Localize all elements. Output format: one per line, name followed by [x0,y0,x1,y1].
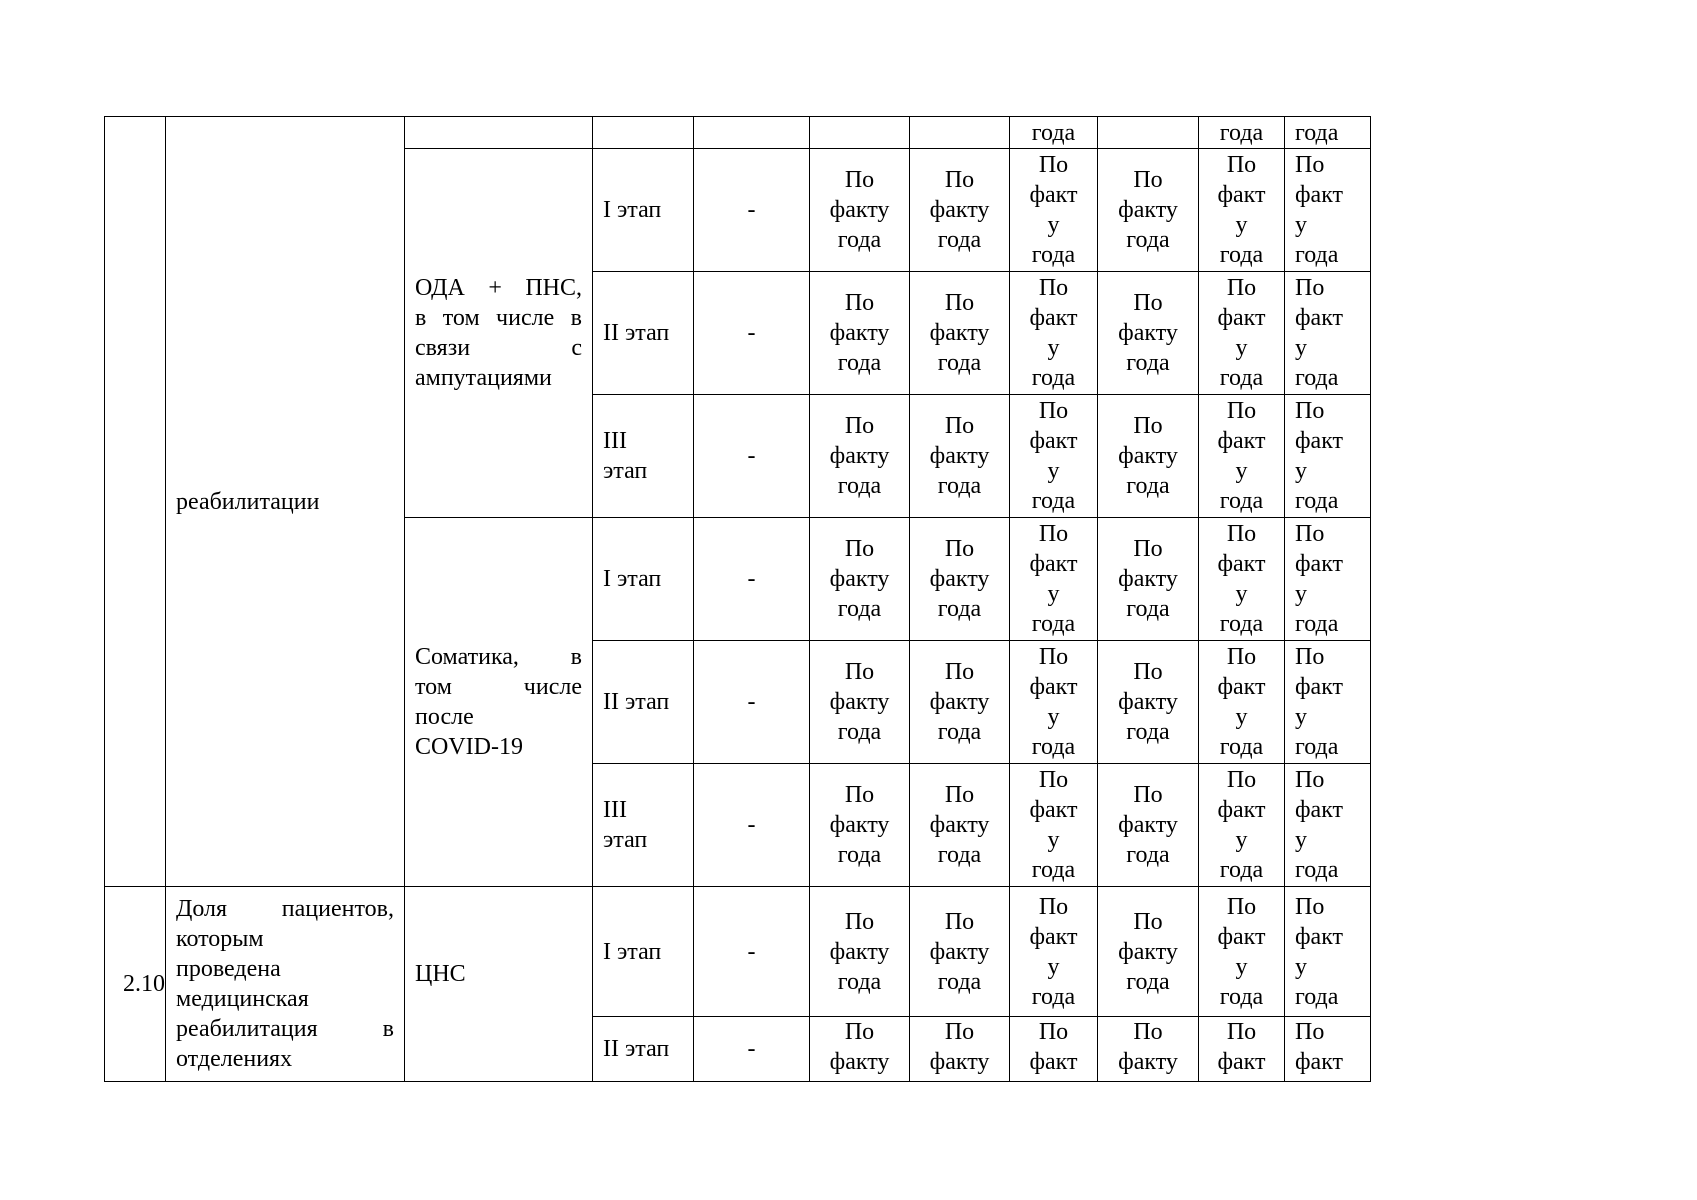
value-cell: По факту года [1098,518,1199,641]
value-cell: года [1199,117,1285,149]
value-cell: По факту года [910,764,1010,887]
value-cell: По факту года [1098,641,1199,764]
stage-cell: III этап [593,764,694,887]
empty-cell [694,117,810,149]
stage-cell: I этап [593,149,694,272]
value-cell: По факту [1098,1017,1199,1082]
stage-cell: III этап [593,395,694,518]
indicator-table [104,116,1371,1082]
indicator-name-cell [166,117,405,887]
value-cell: По факту года [1098,272,1199,395]
value-cell: По факт у года [1199,272,1285,395]
value-cell: По факт у года [1199,764,1285,887]
indicator-name-cell: Доля пациентов, которым проведена медицинская реабилитация в отделениях [166,887,405,1082]
value-cell: По факт у года [1285,764,1371,887]
row-number-cell-empty [105,117,166,887]
value-cell: По факту года [810,272,910,395]
value-cell: По факт у года [1010,641,1098,764]
group-name-cell: Соматика, в том числе после COVID-19 [405,518,593,887]
value-cell: года [1285,117,1371,149]
value-cell: По факту года [910,641,1010,764]
value-cell: По факту года [810,764,910,887]
value-cell: По факт у года [1285,149,1371,272]
value-cell: По факт у года [1010,149,1098,272]
stage-cell: I этап [593,518,694,641]
dash-cell: - [694,1017,810,1082]
value-cell: По факту года [910,149,1010,272]
value-cell: По факту [810,1017,910,1082]
value-cell: По факт у года [1010,272,1098,395]
value-cell: По факт [1199,1017,1285,1082]
value-cell: По факт у года [1010,764,1098,887]
value-cell: По факту [910,1017,1010,1082]
value-cell: По факт у года [1285,518,1371,641]
value-cell: По факту года [910,518,1010,641]
dash-cell: - [694,272,810,395]
value-cell: По факт у года [1285,887,1371,1017]
value-cell: По факту года [1098,887,1199,1017]
empty-cell [405,117,593,149]
dash-cell: - [694,764,810,887]
value-cell: По факту года [810,149,910,272]
value-cell: По факту года [810,518,910,641]
indicator-name-text: реабилитации [176,488,320,515]
value-cell: По факту года [1098,764,1199,887]
value-cell: По факт у года [1285,272,1371,395]
value-cell: По факту года [810,395,910,518]
value-cell: По факт у года [1199,149,1285,272]
group-name-cell: ЦНС [405,887,593,1082]
stage-cell: II этап [593,272,694,395]
value-cell: По факт у года [1199,641,1285,764]
value-cell: По факт у года [1010,395,1098,518]
value-cell: По факт [1010,1017,1098,1082]
value-cell: По факту года [910,887,1010,1017]
dash-cell: - [694,887,810,1017]
dash-cell: - [694,518,810,641]
value-cell: По факт у года [1010,887,1098,1017]
group-name-cell: ОДА + ПНС, в том числе в связи с ампутациями [405,149,593,518]
empty-cell [810,117,910,149]
value-cell: По факт у года [1285,395,1371,518]
value-cell: По факту года [910,395,1010,518]
value-cell: По факт у года [1285,641,1371,764]
value-cell: По факт [1285,1017,1371,1082]
value-cell: По факту года [910,272,1010,395]
value-cell: По факт у года [1010,518,1098,641]
value-cell: По факту года [1098,395,1199,518]
stage-cell: II этап [593,1017,694,1082]
value-cell: По факт у года [1199,518,1285,641]
table-row [105,117,1371,149]
dash-cell: - [694,149,810,272]
dash-cell: - [694,641,810,764]
row-number-cell: 2.10 [105,887,166,1082]
value-cell: года [1010,117,1098,149]
empty-cell [910,117,1010,149]
value-cell: По факту года [1098,149,1199,272]
stage-cell: II этап [593,641,694,764]
table-row [105,887,1371,1017]
value-cell: По факт у года [1199,887,1285,1017]
value-cell: По факту года [810,887,910,1017]
empty-cell [1098,117,1199,149]
value-cell: По факту года [810,641,910,764]
value-cell: По факт у года [1199,395,1285,518]
stage-cell: I этап [593,887,694,1017]
dash-cell: - [694,395,810,518]
empty-cell [593,117,694,149]
